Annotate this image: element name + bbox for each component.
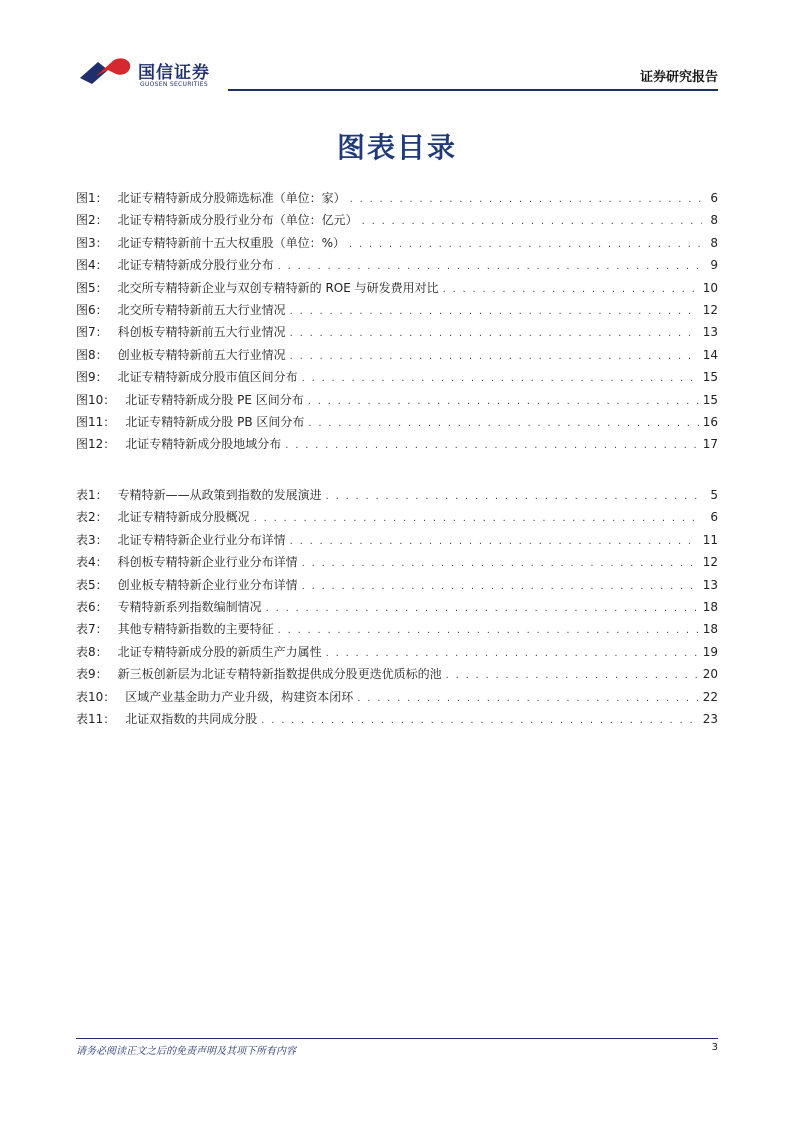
header-divider xyxy=(228,89,718,91)
figure-toc-entry[interactable] xyxy=(76,299,718,321)
toc-entry-label: 图12： xyxy=(76,437,116,452)
table-toc-entry[interactable] xyxy=(76,618,718,640)
dot-leader xyxy=(290,531,699,553)
toc-entry-title: 北证专精特新前十五大权重股（单位：%） xyxy=(117,235,346,250)
dot-leader xyxy=(443,279,699,301)
toc-entry-title: 北证专精特新成分股行业分布（单位：亿元） xyxy=(117,213,358,228)
guosen-logo-icon xyxy=(78,56,138,88)
toc-entry-label: 图1： xyxy=(76,191,108,205)
dot-leader xyxy=(350,189,702,211)
toc-entry-page: 8 xyxy=(710,213,718,228)
table-list xyxy=(76,484,718,730)
toc-entry-page: 20 xyxy=(702,667,718,682)
toc-entry-label: 表6： xyxy=(76,599,108,614)
toc-entry-page: 17 xyxy=(702,437,718,452)
footer-divider xyxy=(76,1038,718,1039)
toc-entry-page: 18 xyxy=(702,599,718,614)
table-toc-entry[interactable] xyxy=(76,641,718,663)
toc-entry-label: 图8： xyxy=(76,347,108,362)
toc-entry-title: 区域产业基金助力产业升级，构建资本闭环 xyxy=(125,689,354,704)
dot-leader xyxy=(302,576,699,598)
figure-toc-entry[interactable] xyxy=(76,389,718,411)
table-toc-entry[interactable] xyxy=(76,529,718,551)
dot-leader xyxy=(446,665,699,687)
toc-entry-label: 图6： xyxy=(76,302,108,317)
toc-entry-title: 新三板创新层为北证专精特新指数提供成分股更迭优质标的池 xyxy=(117,667,442,682)
table-toc-entry[interactable] xyxy=(76,484,718,506)
figure-toc-entry[interactable] xyxy=(76,232,718,254)
toc-entry-title: 其他专精特新指数的主要特征 xyxy=(117,622,274,637)
toc-entry-label: 图3： xyxy=(76,235,108,250)
toc-entry-title: 北证专精特新成分股市值区间分布 xyxy=(117,370,298,385)
toc-entry-page: 18 xyxy=(702,622,718,637)
toc-entry-page: 10 xyxy=(702,280,718,295)
toc-entry-page: 15 xyxy=(702,392,718,407)
toc-entry-title: 北交所专精特新企业与双创专精特新的 ROE 与研发费用对比 xyxy=(117,280,439,295)
figure-list xyxy=(76,187,718,456)
page-number: 3 xyxy=(711,1042,718,1053)
dot-leader xyxy=(362,211,702,233)
toc-entry-label: 图11： xyxy=(76,414,116,429)
table-toc-entry[interactable] xyxy=(76,708,718,730)
figure-toc-entry[interactable] xyxy=(76,411,718,433)
toc-entry-label: 表3： xyxy=(76,532,108,547)
table-toc-entry[interactable] xyxy=(76,596,718,618)
figure-toc-entry[interactable] xyxy=(76,321,718,343)
toc-entry-label: 图5： xyxy=(76,280,108,295)
dot-leader xyxy=(326,643,699,665)
toc-entry-title: 北证专精特新成分股地域分布 xyxy=(125,437,282,452)
table-toc-entry[interactable] xyxy=(76,551,718,573)
toc-entry-label: 图7： xyxy=(76,325,108,340)
toc-entry-title: 创业板专精特新企业行业分布详情 xyxy=(117,577,298,592)
toc-entry-page: 12 xyxy=(702,302,718,317)
toc-entry-label: 表10： xyxy=(76,689,116,704)
figure-toc-entry[interactable] xyxy=(76,366,718,388)
toc-entry-label: 图2： xyxy=(76,213,108,228)
dot-leader xyxy=(285,435,698,457)
toc-entry-label: 图9： xyxy=(76,370,108,385)
toc-entry-title: 北证专精特新成分股的新质生产力属性 xyxy=(117,644,322,659)
toc-entry-page: 13 xyxy=(702,325,718,340)
dot-leader xyxy=(302,553,699,575)
toc-entry-label: 表1： xyxy=(76,488,108,502)
table-toc-entry[interactable] xyxy=(76,686,718,708)
dot-leader xyxy=(290,301,699,323)
toc-entry-label: 表7： xyxy=(76,622,108,637)
toc-entry-title: 科创板专精特新企业行业分布详情 xyxy=(117,555,298,570)
toc-entry-title: 北证专精特新成分股筛选标准（单位：家） xyxy=(117,191,346,205)
toc-entry-page: 15 xyxy=(702,370,718,385)
figure-toc-entry[interactable] xyxy=(76,254,718,276)
dot-leader xyxy=(261,710,698,732)
dot-leader xyxy=(357,688,698,710)
toc-entry-title: 北证双指数的共同成分股 xyxy=(125,711,258,726)
page-title: 图表目录 xyxy=(336,131,457,164)
toc-entry-label: 表5： xyxy=(76,577,108,592)
dot-leader xyxy=(290,346,699,368)
figure-toc-entry[interactable] xyxy=(76,277,718,299)
dot-leader xyxy=(266,598,699,620)
figure-toc-entry[interactable] xyxy=(76,187,718,209)
toc-entry-page: 22 xyxy=(702,689,718,704)
page-header xyxy=(78,52,718,92)
table-toc-entry[interactable] xyxy=(76,663,718,685)
dot-leader xyxy=(349,234,702,256)
table-toc-entry[interactable] xyxy=(76,574,718,596)
dot-leader xyxy=(308,413,698,435)
toc-entry-title: 专精特新——从政策到指数的发展演进 xyxy=(117,488,322,502)
toc-entry-page: 5 xyxy=(710,488,718,502)
toc-entry-title: 北证专精特新成分股行业分布 xyxy=(117,258,274,273)
toc-entry-title: 北交所专精特新前五大行业情况 xyxy=(117,302,286,317)
toc-entry-page: 8 xyxy=(710,235,718,250)
toc-entry-label: 表9： xyxy=(76,667,108,682)
toc-entry-label: 表2： xyxy=(76,510,108,525)
figure-toc-entry[interactable] xyxy=(76,344,718,366)
toc-entry-page: 11 xyxy=(702,532,718,547)
toc-entry-page: 9 xyxy=(710,258,718,273)
dot-leader xyxy=(278,256,702,278)
dot-leader xyxy=(326,486,702,508)
toc-entry-title: 科创板专精特新前五大行业情况 xyxy=(117,325,286,340)
report-type: 证券研究报告 xyxy=(639,70,718,85)
toc-entry-label: 表8： xyxy=(76,644,108,659)
dot-leader xyxy=(308,391,699,413)
toc-entry-title: 北证专精特新企业行业分布详情 xyxy=(117,532,286,547)
brand-name-en: GUOSEN SECURITIES xyxy=(140,81,209,88)
dot-leader xyxy=(290,323,699,345)
toc-entry-page: 12 xyxy=(702,555,718,570)
toc-entry-page: 13 xyxy=(702,577,718,592)
toc-entry-title: 北证专精特新成分股 PB 区间分布 xyxy=(125,414,305,429)
toc-entry-title: 专精特新系列指数编制情况 xyxy=(117,599,262,614)
toc-entry-label: 图4： xyxy=(76,258,108,273)
toc-entry-title: 北证专精特新成分股概况 xyxy=(117,510,250,525)
toc-entry-page: 6 xyxy=(710,510,718,525)
table-toc-entry[interactable] xyxy=(76,506,718,528)
brand-name-cn: 国信证券 xyxy=(138,63,210,83)
toc-entry-label: 表4： xyxy=(76,555,108,570)
disclaimer-note: 请务必阅读正文之后的免责声明及其项下所有内容 xyxy=(76,1046,296,1057)
toc-entry-title: 北证专精特新成分股 PE 区间分布 xyxy=(125,392,304,407)
toc-entry-page: 6 xyxy=(710,191,718,205)
toc-entry-page: 23 xyxy=(702,711,718,726)
toc-entry-label: 表11： xyxy=(76,711,116,726)
figure-toc-entry[interactable] xyxy=(76,433,718,455)
dot-leader xyxy=(278,620,699,642)
dot-leader xyxy=(254,508,702,530)
toc-entry-page: 16 xyxy=(702,414,718,429)
dot-leader xyxy=(302,368,699,390)
toc-entry-label: 图10： xyxy=(76,392,116,407)
figure-toc-entry[interactable] xyxy=(76,209,718,231)
toc-entry-title: 创业板专精特新前五大行业情况 xyxy=(117,347,286,362)
toc-entry-page: 19 xyxy=(702,644,718,659)
toc-entry-page: 14 xyxy=(702,347,718,362)
